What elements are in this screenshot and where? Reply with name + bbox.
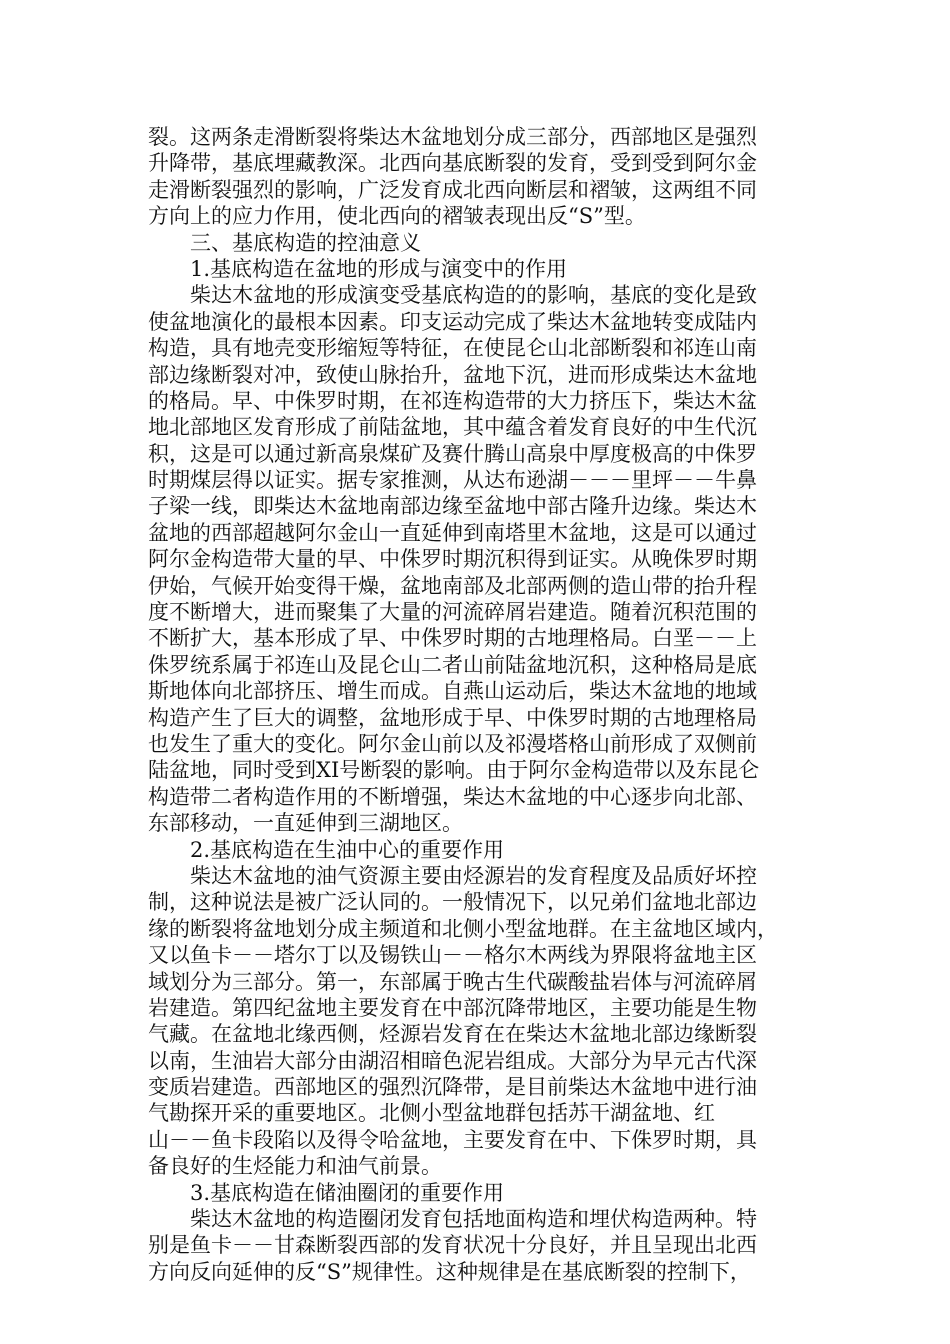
text-line: 柴达木盆地的油气资源主要由烃源岩的发育程度及品质好坏控 <box>190 863 757 888</box>
text-line: 2.基底构造在生油中心的重要作用 <box>190 837 505 862</box>
text-line: 气藏。在盆地北缘西侧，烃源岩发育在在柴达木盆地北部边缘断裂 <box>148 1022 757 1047</box>
text-line: 部边缘断裂对冲，致使山脉抬升，盆地下沉，进而形成柴达木盆地 <box>148 362 757 387</box>
text-line: 方向上的应力作用，使北西向的褶皱表现出反“S”型。 <box>148 204 646 229</box>
text-line: 的格局。早、中侏罗时期，在祁连构造带的大力挤压下，柴达木盆 <box>148 388 757 413</box>
text-line: 使盆地演化的最根本因素。印支运动完成了柴达木盆地转变成陆内 <box>148 309 757 334</box>
text-line: 变质岩建造。西部地区的强烈沉降带，是目前柴达木盆地中进行油 <box>148 1075 757 1100</box>
text-line: 升降带，基底埋藏教深。北西向基底断裂的发育，受到受到阿尔金 <box>148 151 757 176</box>
text-line: 域划分为三部分。第一，东部属于晚古生代碳酸盐岩体与河流碎屑 <box>148 969 757 994</box>
text-line: 盆地的西部超越阿尔金山一直延伸到南塔里木盆地，这是可以通过 <box>148 520 757 545</box>
text-line: 伊始，气候开始变得干燥，盆地南部及北部两侧的造山带的抬升程 <box>148 573 757 598</box>
document-body <box>148 124 808 1285</box>
text-line: 侏罗统系属于祁连山及昆仑山二者山前陆盆地沉积，这种格局是底 <box>148 652 757 677</box>
text-line: 制，这种说法是被广泛认同的。一般情况下，以兄弟们盆地北部边 <box>148 890 757 915</box>
text-line: 积，这是可以通过新高泉煤矿及赛什腾山高泉中厚度极高的中侏罗 <box>148 441 757 466</box>
text-line: 也发生了重大的变化。阿尔金山前以及祁漫塔格山前形成了双侧前 <box>148 731 757 756</box>
text-line: 裂。这两条走滑断裂将柴达木盆地划分成三部分，西部地区是强烈 <box>148 125 757 149</box>
text-line: 备良好的生烃能力和油气前景。 <box>148 1154 442 1179</box>
text-line: 时期煤层得以证实。据专家推测，从达布逊湖－－－里坪－－牛鼻 <box>148 468 757 493</box>
text-line: 别是鱼卡－－甘森断裂西部的发育状况十分良好，并且呈现出北西 <box>148 1233 757 1258</box>
text-line: 阿尔金构造带大量的早、中侏罗时期沉积得到证实。从晚侏罗时期 <box>148 547 757 572</box>
text-line: 走滑断裂强烈的影响，广泛发育成北西向断层和褶皱，这两组不同 <box>148 177 757 202</box>
text-line: 柴达木盆地的形成演变受基底构造的的影响，基底的变化是致 <box>190 283 757 308</box>
text-line: 度不断增大，进而聚集了大量的河流碎屑岩建造。随着沉积范围的 <box>148 600 757 625</box>
text-line: 柴达木盆地的构造圈闭发育包括地面构造和埋伏构造两种。特 <box>190 1207 757 1232</box>
text-line: 陆盆地，同时受到XI号断裂的影响。由于阿尔金构造带以及东昆仑 <box>148 758 760 783</box>
text-line: 方向反向延伸的反“S”规律性。这种规律是在基底断裂的控制下， <box>148 1259 751 1284</box>
text-line: 缘的断裂将盆地划分成主频道和北侧小型盆地群。在主盆地区域内， <box>148 916 778 941</box>
text-line: 以南，生油岩大部分由湖沼相暗色泥岩组成。大部分为早元古代深 <box>148 1048 757 1073</box>
text-line: 山－－鱼卡段陷以及得令哈盆地，主要发育在中、下侏罗时期，具 <box>148 1127 757 1152</box>
text-line: 构造，具有地壳变形缩短等特征，在使昆仑山北部断裂和祁连山南 <box>148 336 757 361</box>
text-line: 岩建造。第四纪盆地主要发育在中部沉降带地区，主要功能是生物 <box>148 995 757 1020</box>
text-line: 气勘探开采的重要地区。北侧小型盆地群包括苏干湖盆地、红 <box>148 1101 715 1126</box>
text-line: 三、基底构造的控油意义 <box>190 230 421 255</box>
text-line: 1.基底构造在盆地的形成与演变中的作用 <box>190 256 568 281</box>
text-line: 构造产生了巨大的调整，盆地形成于早、中侏罗时期的古地理格局 <box>148 705 757 730</box>
text-line: 地北部地区发育形成了前陆盆地，其中蕴含着发育良好的中生代沉 <box>148 415 757 440</box>
text-line: 斯地体向北部挤压、增生而成。自燕山运动后，柴达木盆地的地域 <box>148 679 757 704</box>
text-line: 3.基底构造在储油圈闭的重要作用 <box>190 1180 505 1205</box>
text-line: 又以鱼卡－－塔尔丁以及锡铁山－－格尔木两线为界限将盆地主区 <box>148 943 757 968</box>
text-line: 构造带二者构造作用的不断增强，柴达木盆地的中心逐步向北部、 <box>148 784 757 809</box>
text-line: 子梁一线，即柴达木盆地南部边缘至盆地中部古隆升边缘。柴达木 <box>148 494 757 519</box>
text-line: 东部移动，一直延伸到三湖地区。 <box>148 811 463 836</box>
text-line: 不断扩大，基本形成了早、中侏罗时期的古地理格局。白垩－－上 <box>148 626 757 651</box>
